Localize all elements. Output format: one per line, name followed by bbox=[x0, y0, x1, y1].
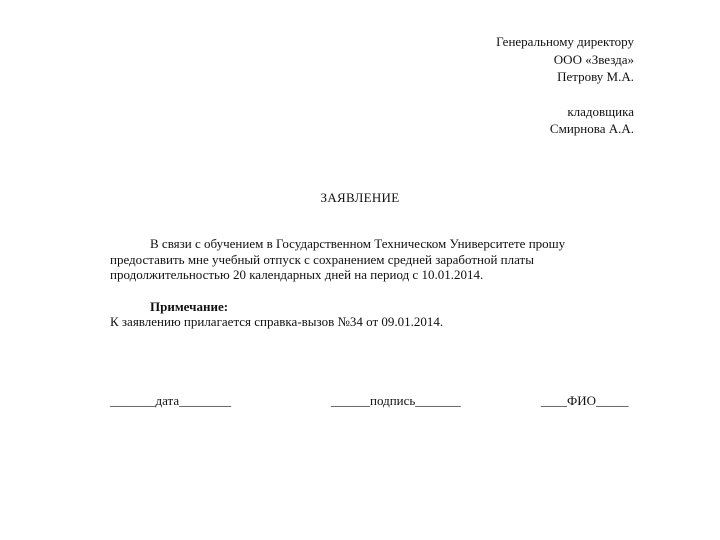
addressee-block bbox=[496, 33, 634, 138]
addressee-gap bbox=[496, 86, 634, 103]
addressee-company: ООО «Звезда» bbox=[553, 51, 634, 67]
addressee-name: Петрову М.А. bbox=[557, 69, 634, 84]
applicant-position: кладовщика bbox=[567, 103, 634, 119]
date-field: _______дата________ bbox=[110, 393, 232, 408]
addressee-position: Генеральному директору bbox=[496, 34, 634, 49]
note-heading: Примечание: bbox=[150, 299, 229, 314]
statement-line-3: продолжительностью 20 календарных дней на период с 10.01.2014. bbox=[110, 267, 484, 282]
note-text: К заявлению прилагается справка-вызов №34 от 09.01.2014. bbox=[110, 314, 444, 329]
signature-field: ______подпись_______ bbox=[331, 393, 461, 408]
statement-line-2: предоставить мне учебный отпуск с сохранением средней заработной платы bbox=[110, 251, 534, 267]
full-name-field: ____ФИО_____ bbox=[541, 393, 629, 408]
document-title: ЗАЯВЛЕНИЕ bbox=[320, 190, 400, 205]
statement-line-1: В связи с обучением в Государственном Техническом Университете прошу bbox=[150, 236, 566, 251]
applicant-name: Смирнова А.А. bbox=[549, 121, 634, 136]
statement-body bbox=[110, 236, 600, 283]
